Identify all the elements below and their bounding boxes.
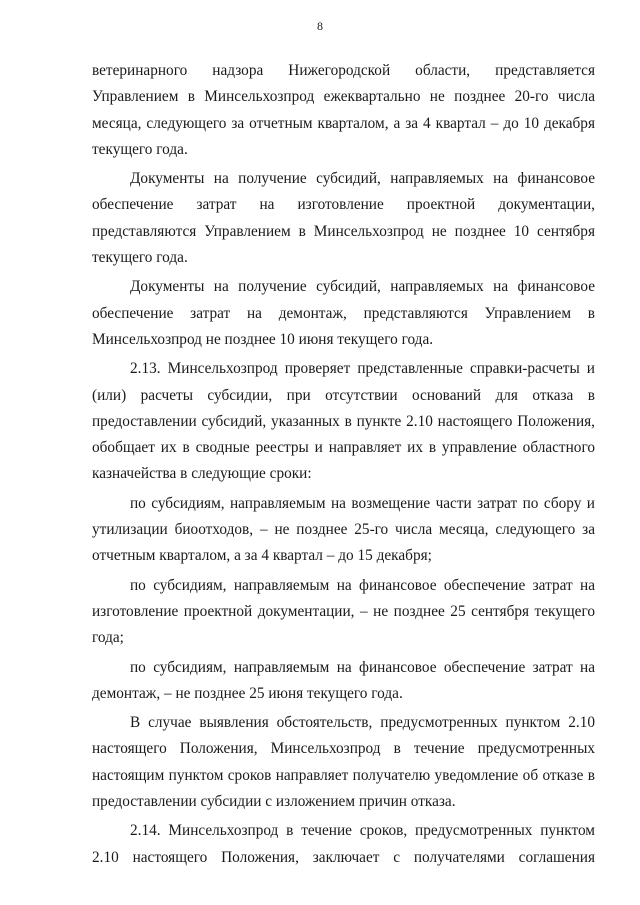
paragraph-refusal-notice: В случае выявления обстоятельств, предусмотренных пунктом 2.10 настоящего Положения, Минсельхозпрод в течение предусмотренных настоящим пунктом сроков направляет получателю уведомление об отказе в предоставлении субсидии с изложением причин отказа. (92, 714, 595, 811)
paragraph-dismantling-deadline: Документы на получение субсидий, направляемых на финансовое обеспечение затрат на демонтаж, представляются Управлением в Минсельхозпрод не позднее 10 июня текущего года. (92, 278, 595, 348)
paragraph-biowaste-deadline: по субсидиям, направляемым на возмещение части затрат по сбору и утилизации биоотходов, – не позднее 25-го числа месяца, следующего за отчетным кварталом, а за 4 квартал – до 15 декабря; (92, 494, 595, 565)
page-number: 8 (317, 19, 323, 33)
paragraph-continuation: ветеринарного надзора Нижегородской области, представляется Управлением в Минсельхозпрод ежеквартально не позднее 20-го числа месяца, следующего за отчетным кварталом, а за 4 квартал – до 10 декабря текущего года. (92, 62, 595, 158)
paragraph-design-docs-deadline: Документы на получение субсидий, направляемых на финансовое обеспечение затрат на изготовление проектной документации, представляются Управлением в Минсельхозпрод не позднее 10 сентября текущего года. (92, 170, 595, 267)
document-body (92, 58, 595, 874)
paragraph-2-13: 2.13. Минсельхозпрод проверяет представленные справки-расчеты и (или) расчеты субсидии, при отсутствии оснований для отказа в предоставлении субсидий, указанных в пункте 2.10 настоящего Положения, обобщает их в сводные реестры и направляет их в управление областного казначейства в следующие сроки: (92, 360, 595, 483)
paragraph-dismantling-subsidy-deadline: по субсидиям, направляемым на финансовое обеспечение затрат на демонтаж, – не позднее 25 июня текущего года. (92, 658, 595, 702)
paragraph-design-subsidy-deadline: по субсидиям, направляемым на финансовое обеспечение затрат на изготовление проектной документации, – не позднее 25 сентября текущего года; (92, 576, 595, 647)
paragraph-2-14: 2.14. Минсельхозпрод в течение сроков, предусмотренных пунктом 2.10 настоящего Положения, заключает с получателями соглашения (92, 822, 595, 866)
